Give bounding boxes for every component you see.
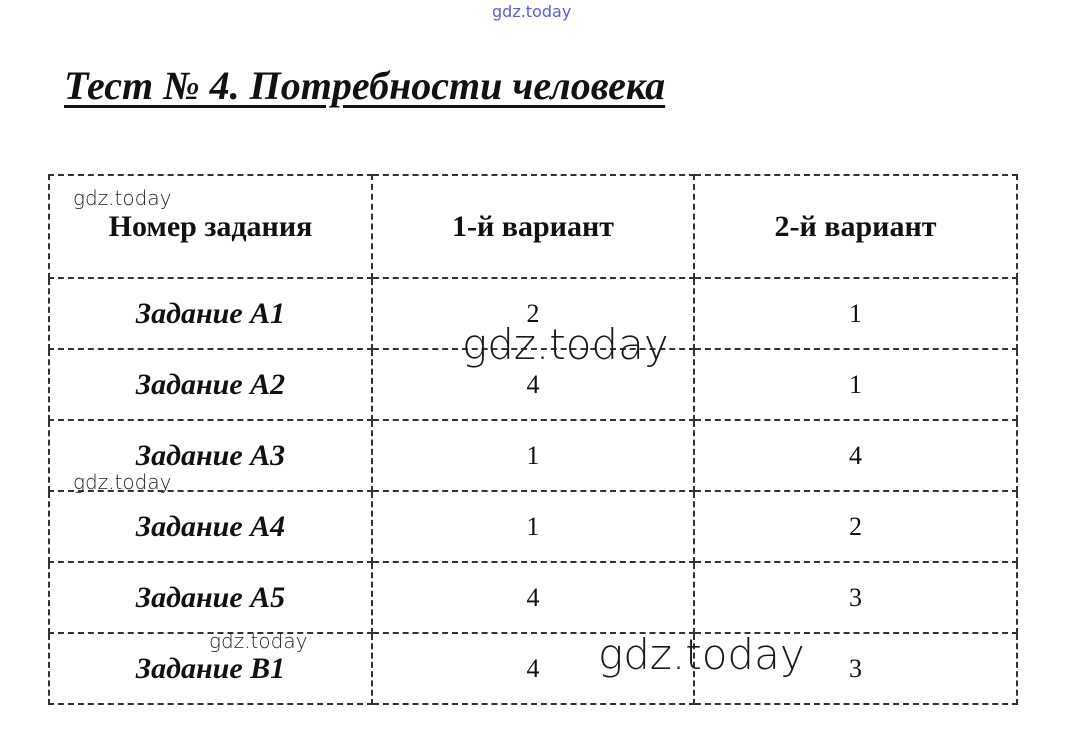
- variant-2-answer: 1: [694, 278, 1017, 349]
- watermark-center: gdz.today: [462, 320, 669, 369]
- header-variant-1: 1-й вариант: [372, 175, 694, 278]
- page-title: Тест № 4. Потребности человека: [64, 63, 666, 108]
- variant-1-answer: 2: [372, 278, 694, 349]
- table-row: [49, 420, 1017, 491]
- watermark-row-b1: gdz.today: [209, 629, 308, 653]
- variant-2-answer: 3: [694, 562, 1017, 633]
- answers-table: [48, 174, 1018, 705]
- table-row: [49, 633, 1017, 704]
- task-cell: Задание А2: [49, 349, 372, 420]
- variant-1-answer: 1: [372, 491, 694, 562]
- variant-1-answer: 4: [372, 562, 694, 633]
- task-cell: Задание А4: [49, 491, 372, 562]
- task-cell: Задание В1: [49, 633, 372, 704]
- watermark-top: gdz.today: [492, 2, 572, 21]
- variant-1-answer: 4: [372, 349, 694, 420]
- watermark-header: gdz.today: [73, 186, 172, 210]
- task-cell: Задание А1: [49, 278, 372, 349]
- header-task-number: Номер задания: [49, 175, 372, 278]
- task-cell: Задание А3: [49, 420, 372, 491]
- variant-2-answer: 3: [694, 633, 1017, 704]
- variant-1-answer: 1: [372, 420, 694, 491]
- variant-2-answer: 4: [694, 420, 1017, 491]
- variant-2-answer: 1: [694, 349, 1017, 420]
- task-cell: Задание А5: [49, 562, 372, 633]
- variant-1-answer: 4: [372, 633, 694, 704]
- watermark-row-a4: gdz.today: [73, 470, 172, 494]
- table-header-row: [49, 175, 1017, 278]
- table-row: [49, 491, 1017, 562]
- variant-2-answer: 2: [694, 491, 1017, 562]
- header-variant-2: 2-й вариант: [694, 175, 1017, 278]
- watermark-bottom: gdz.today: [598, 630, 805, 679]
- table-row: [49, 562, 1017, 633]
